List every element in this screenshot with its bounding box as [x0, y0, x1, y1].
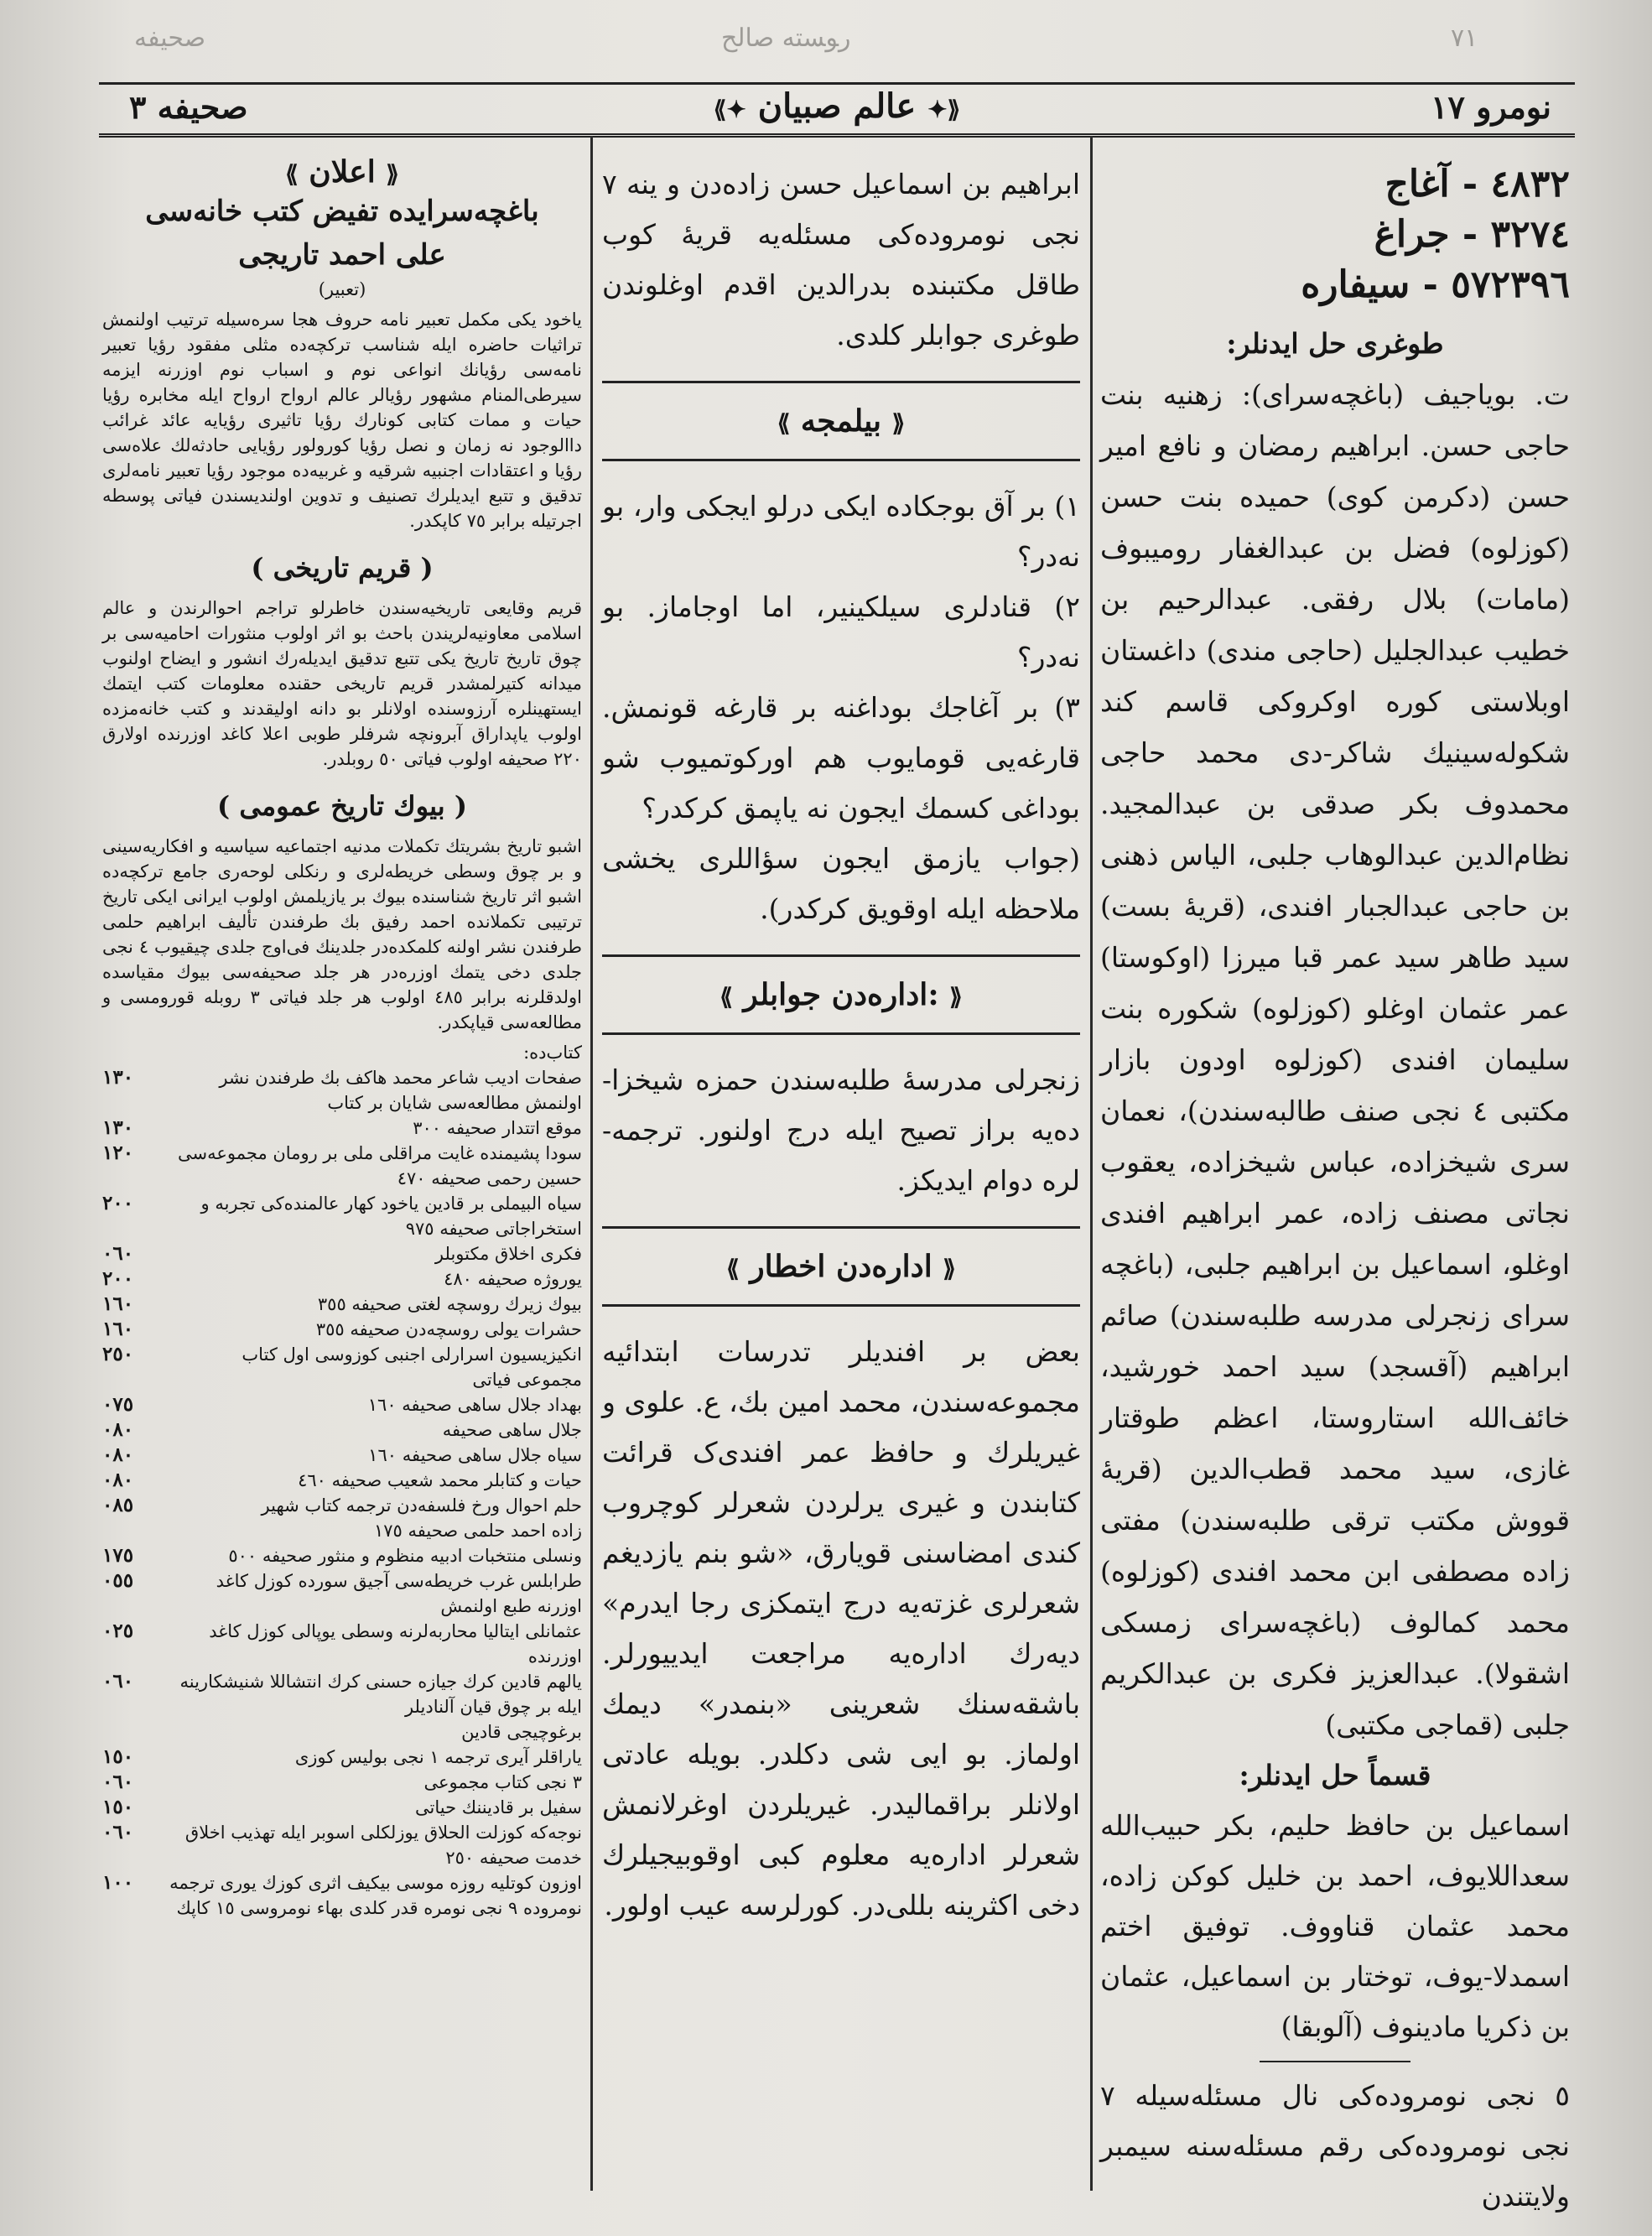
ornament-left-icon: ⟪✦ — [713, 96, 746, 123]
replies-heading — [602, 977, 1080, 1012]
section-rule — [602, 459, 1080, 461]
ad-author: علی احمد تاریجی — [238, 238, 446, 272]
ad-subtitle: باغچه‌سرایده تفیض کتب خانه‌سی — [145, 195, 539, 228]
book-price: ١٢٠ — [102, 1141, 134, 1164]
ornament-icon: ⟫ — [891, 409, 906, 437]
book-title: حلم احوال ورخ فلسفه‌دن ترجمه کتاب شهیر — [261, 1495, 582, 1516]
book-price: ٠٢٥ — [102, 1620, 134, 1642]
book-title: یوروژه صحیفه ٤٨٠ — [444, 1269, 582, 1289]
crimea-history-heading — [102, 552, 582, 584]
solvers-heading: طوغری حل ایدنلر: — [1226, 327, 1444, 360]
right-column — [1100, 138, 1570, 2222]
replies-title: اداره‌دن جوابلر: — [743, 977, 939, 1012]
book-row — [102, 1669, 582, 1719]
book-row — [102, 1719, 582, 1745]
book-price: ٢٠٠ — [102, 1192, 134, 1214]
book-price: ١٧٥ — [102, 1544, 134, 1567]
title-text: عالم صبیان — [757, 86, 917, 126]
book-title: یاراقلر آیری ترجمه ١ نجی بولیس کوزی — [294, 1747, 582, 1767]
masthead — [99, 82, 1575, 138]
ornament-icon: ⟪ — [777, 409, 791, 437]
book-title: موقع اتتدار صحیفه ٣٠٠ — [413, 1118, 582, 1138]
stats-block — [1100, 159, 1570, 310]
book-price: ٠٨٠ — [102, 1443, 134, 1466]
ad-heading — [102, 154, 582, 190]
partial-solvers-list: اسماعیل بن حافظ حلیم، بکر حبیب‌الله سعداللایوف، احمد بن خلیل کوکن زاده، محمد عثمان قناووف. توفیق اختم اسمدلا-یوف، توختار بن اسماعیل، عثمان بن ذکریا مادینوف (آلوبقا) — [1100, 1809, 1570, 2043]
book-row — [102, 1417, 582, 1443]
intro-paragraph: ابراهیم بن اسماعیل حسن زاده‌دن و ینه ٧ نجی نومروده‌کی مسئله‌یه قریهٔ کوب طاقل مکتبنده بدرالدین اقدم اوغلوندن طوغری جوابلر کلدی. — [602, 168, 1080, 351]
ad-body: یاخود یکی مکمل تعبیر نامه حروف هجا سره‌سیله ترتیب اولنمش تراثیات حاضره ایله شناسب ترکچه‌ده مثلی مفقود رؤیا تعبیر نامه‌سی رؤیانك انواعی نوم و اسباب نوم اوزرنه ایزمه سیرطی‌المنام مشهور رؤیالر عالم ارواح ارواح ایله مخابره رؤیا حیات و ممات کتابی کونارك رؤیا تاثیری رؤیایه عائد غرائب داالوجود نه زمان و نصل رؤیا کورولور رؤیایی حادثه‌لك علاه‌سی رؤیا و اعتقادات اجنبیه شرقیه و غربیه‌ده موجود رؤیا تعبیر نامه‌لری تدقیق و تتبع ایدیلرك تصنیف و تدوین اولندیسندن فیاتی پوسطه اجرتیله برابر ٧٥ کاپکدر. — [102, 309, 582, 531]
book-price: ٠٧٥ — [102, 1393, 134, 1416]
left-column — [102, 138, 582, 1921]
book-row — [102, 1795, 582, 1820]
book-price: ١٣٠ — [102, 1116, 134, 1139]
book-price: ٠٨٠ — [102, 1418, 134, 1441]
book-row — [102, 1820, 582, 1870]
book-title: ٣ نجی کتاب مجموعی — [423, 1772, 582, 1792]
book-title: بیوك زیرك روسچه لغتی صحیفه ٣٥٥ — [317, 1294, 582, 1314]
book-price: ٠٦٠ — [102, 1771, 134, 1793]
book-row — [102, 1518, 582, 1543]
section-rule — [602, 954, 1080, 957]
book-price: ٠٥٥ — [102, 1569, 134, 1592]
book-price: ٠٦٠ — [102, 1821, 134, 1843]
ornament-icon: ⟫ — [386, 160, 399, 188]
book-row — [102, 1870, 582, 1921]
book-price: ٢٠٠ — [102, 1267, 134, 1290]
world-history-body: اشبو تاریخ بشریتك تکملات مدنیه اجتماعیه سیاسیه و افکاریه‌سینی و بر چوق وسطی خریطه‌لری و رنکلی لوحه‌ری جامع ترکچه‌ده اشبو اثر تاریخ شناسنده بیوك بر یازیلمش اولوب ایرانی ایکی تاریخ ترتیبی تکملانده احمد رفیق بك طرفندن تألیف ابراهیم حلمی طرفندن نشر اولنه کلمکده‌در جلدینك فی‌اوج جلدی چیقیوب ٤ نجی جلدی دخی یتمك اوزره‌در هر جلد صحیفه‌سی بیوك مقیاسده اولدقلرنه برابر ٤٨٥ اولوب هر جلد فیاتی ٣ روبله قورومسی و مطالعه‌سی قیاپکدر. — [102, 836, 582, 1032]
issue-number: نومرو ١٧ — [1431, 88, 1551, 126]
book-price: ١٥٠ — [102, 1745, 134, 1768]
book-row — [102, 1392, 582, 1417]
ad-tag: (تعبیر) — [318, 279, 366, 299]
book-price: ٠٦٠ — [102, 1670, 134, 1693]
replies-body: زنجرلی مدرسهٔ طلبه‌سندن حمزه شیخزا-ده‌یه براز تصیح ایله درج اولنور. ترجمه-لره دوام ایدیکز. — [602, 1063, 1080, 1197]
book-title: برغوچیجی قادین — [461, 1722, 582, 1742]
book-title: جلال ساهی صحیفه — [442, 1420, 582, 1440]
warning-body: بعض بر افندیلر تدرسات ابتدائیه مجموعه‌سندن، محمد امین بك، ع. علوی و غیریلرك و حافظ عمر افندی‌ک قرائت کتابندن و غیری یرلردن شعرلر کوچروب کندی امضاسنی قویارق، «شو بنم یازدیغم شعرلری غزته‌یه درج ایتمکزی رجا ایدرم» دیه‌رك اداره‌یه مراجعت ایدییورلر. باشقه‌سنك شعرینی «بنمدر» دیمك اولماز. بو ایی شی دکلدر. بویله عادتی اولانلر براقمالیدر. غیریلردن اوغرلانمش شعرلر اداره‌یه معلوم کبی اوقوبیجیلرك دخی اکثرینه بللی‌در. کورلرسه عیب اولور. — [602, 1335, 1080, 1921]
book-row — [102, 1191, 582, 1241]
book-title: فکری اخلاق مکتوبلر — [434, 1244, 582, 1264]
ornament-icon: ⟪ — [726, 1255, 740, 1282]
riddle-note: (جواب یازمق ایجون سؤاللری یخشی ملاحظه ایله اوقویق کرکدر). — [602, 842, 1080, 925]
book-row — [102, 1141, 582, 1191]
ornament-icon: ⟪ — [285, 160, 299, 188]
book-price: ٠٦٠ — [102, 1242, 134, 1265]
page-number: صحیفه ٣ — [129, 88, 248, 126]
book-price: ١٦٠ — [102, 1318, 134, 1340]
book-row — [102, 1292, 582, 1317]
book-row — [102, 1241, 582, 1266]
section-rule — [602, 1304, 1080, 1307]
paren-close-icon: ) — [454, 790, 467, 822]
book-title: عثمانلی ایتالیا محاربه‌لرنه وسطی یوپالی کوزل کاغد اوزرنده — [209, 1621, 582, 1667]
book-title: یالهم قادین کرك جیازه حسنی کرك انتشاللا شنیشکارینه ایله بر چوق قیان آلنادیلر — [179, 1672, 582, 1717]
book-title: حیات و کتابلر محمد شعیب صحیفه ٤٦٠ — [298, 1470, 582, 1490]
book-title: اوزون کوتلیه روزه موسی بیکیف اثری کوزك یوری ترجمه نومروده ٩ نجی نومره قدر کلدی بهاء نومروسی ١٥ کاپك — [169, 1873, 582, 1918]
stat-line: ٤٨٣٢ - آغاج — [1384, 163, 1570, 205]
book-price: ١٦٠ — [102, 1292, 134, 1315]
book-list — [102, 1065, 582, 1921]
column-divider-left — [590, 136, 593, 2191]
book-title: سیاه جلال ساهی صحیفه ١٦٠ — [368, 1445, 582, 1465]
book-row — [102, 1443, 582, 1468]
ornament-icon: ⟫ — [943, 1255, 956, 1282]
book-row — [102, 1468, 582, 1493]
crimea-history-title: قریم تاریخی — [273, 552, 412, 584]
book-row — [102, 1770, 582, 1795]
paren-close-icon: ) — [420, 552, 434, 584]
paren-open-icon: ( — [251, 552, 264, 584]
riddles-title: بیلمجه — [800, 403, 882, 439]
stat-line: ٣٢٧٤ - جراغ — [1374, 213, 1570, 256]
book-title: مجموعی فیاتی — [472, 1370, 582, 1390]
book-row — [102, 1493, 582, 1518]
book-title: حشرات یولی روسچه‌دن صحیفه ٣٥٥ — [315, 1319, 582, 1339]
ghost-right: ﺻﺤﻴﻔﻪ — [134, 23, 206, 53]
book-row — [102, 1317, 582, 1342]
short-rule — [1260, 2061, 1410, 2062]
section-rule — [602, 1032, 1080, 1035]
book-price: ٠٨٥ — [102, 1494, 134, 1516]
warning-heading — [602, 1249, 1080, 1284]
world-history-title: بیوك تاریخ عمومی — [239, 790, 445, 822]
newspaper-title — [714, 86, 960, 126]
riddles-heading — [602, 403, 1080, 439]
ornament-icon: ⟪ — [720, 983, 733, 1011]
book-title: زاده احمد حلمی صحیفه ١٧٥ — [373, 1521, 582, 1541]
book-title: صفحات ادیب شاعر محمد هاکف بك طرفندن نشر اولنمش مطالعه‌سی شایان بر کتاب — [219, 1068, 582, 1113]
ornament-icon: ⟫ — [949, 983, 963, 1011]
book-row — [102, 1619, 582, 1669]
book-price: ٠٨٠ — [102, 1469, 134, 1491]
book-row — [102, 1115, 582, 1141]
book-title: انکیزیسیون اسرارلی اجنبی کوزوسی اول کتاب — [242, 1344, 582, 1365]
book-row — [102, 1745, 582, 1770]
section-rule — [602, 381, 1080, 383]
world-history-heading — [102, 790, 582, 822]
book-title: نوجه‌که کوزلت الحلاق یوزلکلی اسوبر ایله تهذیب اخلاق خدمت صحیفه ٢٥٠ — [184, 1823, 582, 1868]
ghost-left: ٧١ — [1451, 23, 1478, 53]
riddle-item: ٣) بر آغاجك بوداغنه بر قارغه قونمش. قارغه‌یی قومایوب هم اورکوتمیوب شو بوداغی کسمك ایجون نه یاپمق کرکدر؟ — [602, 691, 1080, 824]
book-row — [102, 1266, 582, 1292]
book-row — [102, 1568, 582, 1619]
ornament-right-icon: ✦⟫ — [927, 96, 961, 123]
column-divider-right — [1090, 136, 1093, 2191]
book-price: ١٣٠ — [102, 1066, 134, 1089]
middle-column — [602, 138, 1080, 1931]
book-price: ٢٥٠ — [102, 1343, 134, 1365]
book-row — [102, 1367, 582, 1392]
crimea-history-body: قریم وقایعی تاریخیه‌سندن خاطرلو تراجم احوالرندن و عالم اسلامی معاونیه‌لریندن باحث بو اثر اولوب منثورات احامیه‌سی بر چوق تاریخ تاریخ یکی تتبع تدقیق ایدیله‌رك انشور و ایضاح اولنوب میدانه کتیرلمشدر قریم تاریخی حقنده معلومات کتب ایتمك ایستهینلره آرزوسنده اولانلر بو دانه اولیقدند و کتب خانه‌مزده اولوب یاپداراق آبرونچه شرفلر طوبی اعلا کاغد اوزرنده اولارق ٢٢٠ صحیفه اولوب فیاتی ٥٠ روبلدر. — [102, 598, 582, 769]
book-price: ١٠٠ — [102, 1871, 134, 1894]
book-row — [102, 1543, 582, 1568]
book-title: بهداد جلال ساهی صحیفه ١٦٠ — [367, 1395, 582, 1415]
book-row — [102, 1065, 582, 1115]
book-list-heading: کتاب‌ده: — [523, 1043, 582, 1063]
book-title: طرابلس غرب خریطه‌سی آجیق سورده کوزل کاغد اوزرنه طبع اولنمش — [216, 1571, 582, 1616]
book-row — [102, 1342, 582, 1367]
riddle-item: ٢) قنادلری سیلکینیر، اما اوجاماز. بو نه‌در؟ — [602, 590, 1080, 673]
book-price: ١٥٠ — [102, 1796, 134, 1818]
stat-line: ٥٧٢٣٩٦ - سیفاره — [1301, 263, 1570, 306]
ad-title: اعلان — [309, 154, 376, 190]
book-title: سفیل بر قادیننك حیاتی — [415, 1797, 582, 1817]
paren-open-icon: ( — [217, 790, 231, 822]
ghost-bleed-through — [0, 23, 1652, 74]
riddle-item: ١) بر آق بوجکاده ایکی درلو ایجکی وار، بو نه‌در؟ — [602, 490, 1080, 573]
section-rule — [602, 1226, 1080, 1229]
book-title: ونسلی منتخبات ادبیه منظوم و منثور صحیفه ٥٠٠ — [228, 1546, 582, 1566]
solvers-list: ت. بویاجیف (باغچه‌سرای): زهنیه بنت حاجی حسن. ابراهیم رمضان و نافع امیر حسن (دکرمن کوی) حمیده بنت حسن (کوزلوه) فضل بن عبدالغفار رومیبوف (مامات) بلال رفقی. عبدالرحیم بن خطیب عبدالجلیل (حاجی مندی) داغستان اوبلاستی کوره اوکروکی قاسم کند شکوله‌سینیك شاکر-دی محمد حاجی محمدوف بکر صدقی بن عبدالمجید. نظام‌الدین عبدالوهاب جلبی، الیاس ذهنی بن حاجی عبدالجبار افندی، (قریهٔ بست) سید طاهر سید عمر قبا میرزا (اوکوستا) عمر عثمان اوغلو (کوزلوه) شکوره بنت سلیمان افندی (کوزلوه اودون بازار مکتبی ٤ نجی صنف طالبه‌سندن)، نعمان سری شیخزاده، عباس شیخزاده، یعقوب نجاتی مصنف زاده، عمر ابراهیم افندی اوغلو، اسماعیل بن ابراهیم جلبی، (باغچه سرای زنجرلی مدرسه طلبه‌سندن) صائم ابراهیم (آقسجد) سید احمد خورشید، خائف‌الله استاروستا، اعظم طوقتار غازی، سید محمد قطب‌الدین (قریهٔ قووش مکتب ترقی طلبه‌سندن) مفتی زاده مصطفی ابن محمد افندی (کوزلوه) محمد کمالوف (باغچه‌سرای زمسکی اشقولا). عبدالعزیز فکری بن عبدالکریم جلبی (قماجی مکتبی) — [1100, 378, 1570, 1741]
footer-note: ٥ نجی نومروده‌کی نال مسئله‌سیله ٧ نجی نومروده‌کی رقم مسئله‌سنه سیمبر ولایتندن — [1100, 2079, 1570, 2213]
book-title: سودا پشیمنده غایت مراقلی ملی بر رومان مجموعه‌سی حسین رحمی صحیفه ٤٧٠ — [178, 1143, 582, 1188]
warning-title: اداره‌دن اخطار — [750, 1249, 932, 1284]
partial-solvers-heading: قسماً حل ایدنلر: — [1239, 1759, 1431, 1791]
book-title: سیاه البیملی بر قادین یاخود کهار عالمنده‌کی تجربه و استخراجاتی صحیفه ٩٧٥ — [200, 1193, 582, 1239]
ghost-center: ﺭﻮﺴﺘﻪ ﺻﺎﻟﺢ — [721, 23, 851, 53]
